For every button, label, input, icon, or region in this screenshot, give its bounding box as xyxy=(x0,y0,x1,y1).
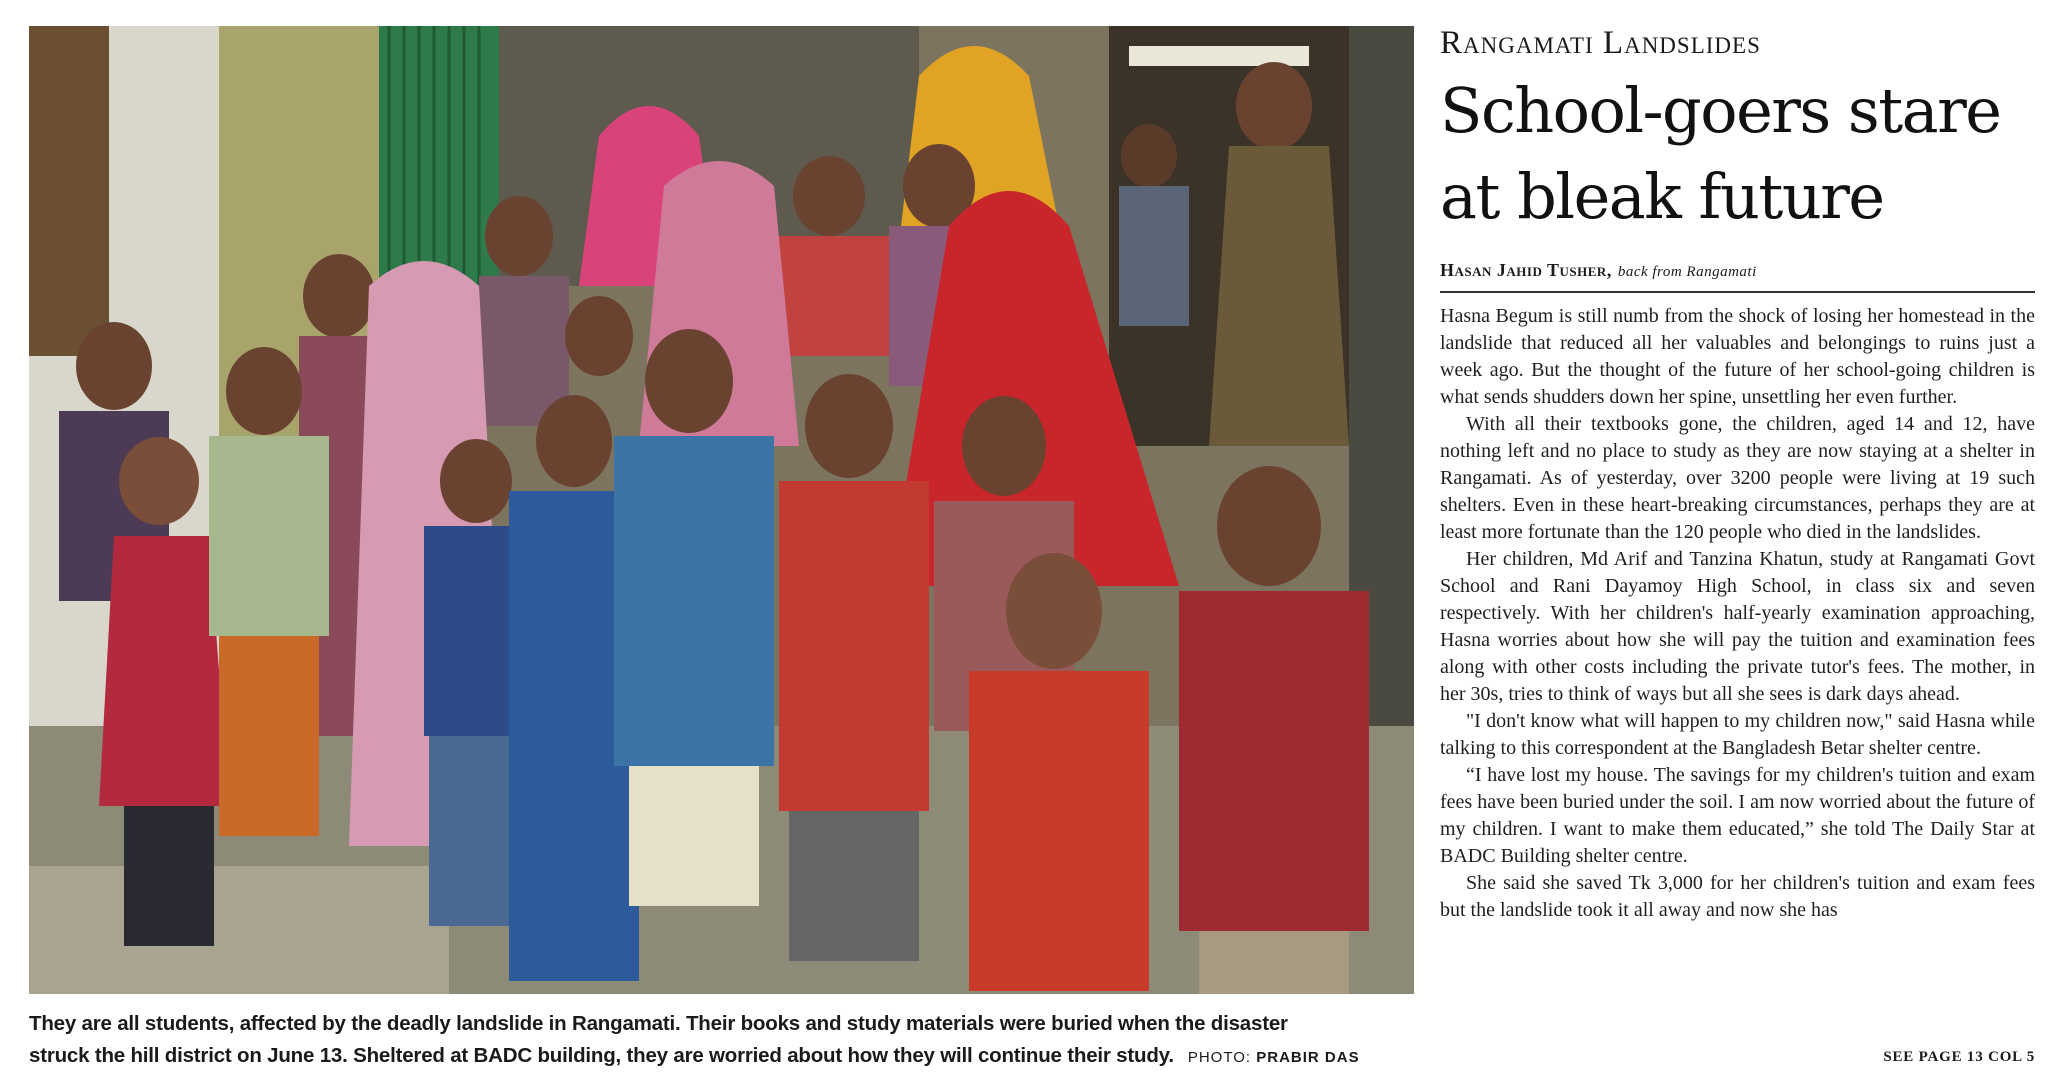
photo-credit-label: PHOTO: xyxy=(1187,1049,1252,1066)
paragraph: She said she saved Tk 3,000 for her children's tuition and exam fees but the landslide took it all away and now she has xyxy=(1440,872,2035,921)
paragraph: "I don't know what will happen to my children now," said Hasna while talking to this correspondent at the Bangladesh Betar shelter centre. xyxy=(1440,710,2035,759)
byline xyxy=(1440,260,2035,293)
caption-line-2-text: struck the hill district on June 13. Sheltered at BADC building, they are worried about how they will continue their study. xyxy=(29,1044,1174,1067)
continuation-jump: SEE PAGE 13 COL 5 xyxy=(1883,1049,2035,1065)
paragraph: Her children, Md Arif and Tanzina Khatun, study at Rangamati Govt School and Rani Dayamoy High School, in class six and seven respectively. With her children's half-yearly examination approaching, Hasna worries about how she will pay the tuition and examination fees along with other costs including the private tutor's fees. The mother, in her 30s, tries to think of ways but all she sees is dark days ahead. xyxy=(1440,548,2035,705)
paragraph: With all their textbooks gone, the children, aged 14 and 12, have nothing left and no place to study as they are now staying at a shelter in Rangamati. As of yesterday, over 3200 people were living at 19 such shelters. Even in these heart-breaking circumstances, perhaps they are at least more fortunate than the 120 people who died in the landslides. xyxy=(1440,413,2035,543)
article xyxy=(1440,22,2035,924)
byline-name: Hasan Jahid Tusher, xyxy=(1440,260,1612,280)
kicker: Rangamati Landslides xyxy=(1440,25,1761,61)
news-photo xyxy=(29,26,1414,994)
photo-caption xyxy=(29,1008,1419,1074)
caption-line-2 xyxy=(29,1040,1419,1074)
headline-line-1: School-goers stare xyxy=(1440,74,2001,147)
paragraph: Hasna Begum is still numb from the shock of losing her homestead in the landslide that reduced all her valuables and belongings to ruins just a week ago. But the thought of the future of her school-going children is what sends shudders down her spine, unsettling her even further. xyxy=(1440,305,2035,408)
article-body xyxy=(1440,303,2035,924)
byline-from: back from Rangamati xyxy=(1617,264,1757,280)
photo-credit xyxy=(1188,1049,1360,1066)
headline xyxy=(1440,68,2035,240)
photo-credit-name: PRABIR DAS xyxy=(1256,1049,1360,1066)
paragraph: “I have lost my house. The savings for my children's tuition and exam fees have been buried under the soil. I am now worried about the future of my children. I want to make them educated,” she told The Daily Star at BADC Building shelter centre. xyxy=(1440,764,2035,867)
caption-line-1: They are all students, affected by the deadly landslide in Rangamati. Their books and study materials were buried when the disaster xyxy=(29,1012,1288,1035)
headline-line-2: at bleak future xyxy=(1440,160,1884,233)
